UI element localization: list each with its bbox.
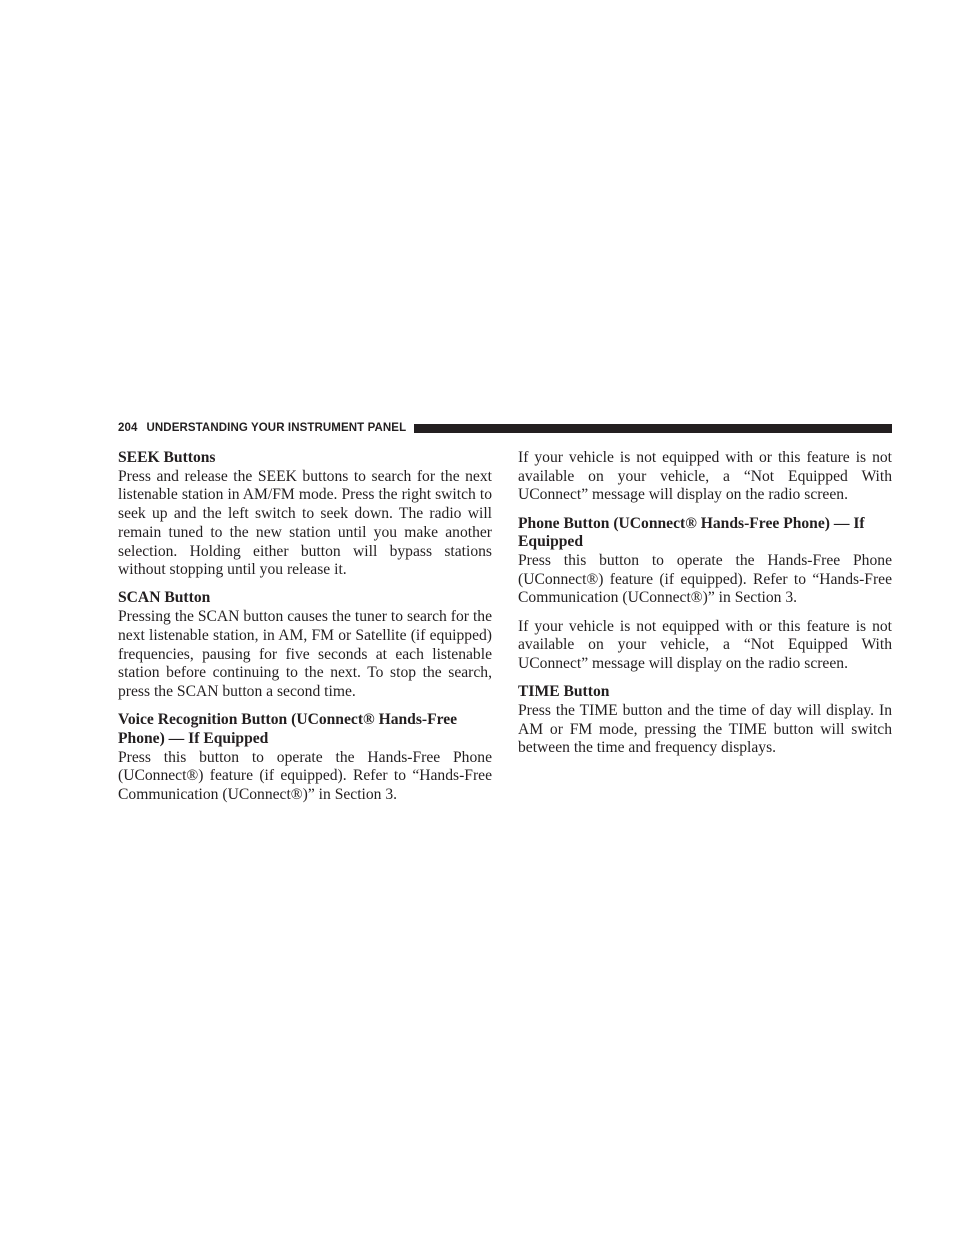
section-phone-button xyxy=(518,515,892,609)
left-column xyxy=(118,449,492,814)
section-body: Press the TIME button and the time of day will display. In AM or FM mode, pressing the TIME button will switch between the time and frequency displays. xyxy=(518,701,892,757)
section-seek-buttons xyxy=(118,449,492,580)
section-body: Press this button to operate the Hands-Free Phone (UConnect®) feature (if equipped). Refer to “Hands-Free Communication (UConnect®)” in Section 3. xyxy=(118,748,492,803)
page-number: 204 xyxy=(118,422,138,434)
section-body: If your vehicle is not equipped with or this feature is not available on your vehicle, a “Not Equipped With UConnect” message will display on the radio screen. xyxy=(518,449,892,504)
section-body: Press and release the SEEK buttons to search for the next listenable station in AM/FM mode. Press the right switch to seek up and the left switch to seek down. The radio will remain tuned to the new station until you make another selection. Holding either button will bypass stations without stopping until you release it. xyxy=(118,467,492,579)
section-heading: Voice Recognition Button (UConnect® Hands-Free Phone) — If Equipped xyxy=(118,711,458,747)
section-body: Pressing the SCAN button causes the tuner to search for the next listenable station, in AM, FM or Satellite (if equipped) frequencies, pausing for five seconds at each listenable station before continuing to the next. To stop the search, press the SCAN button a second time. xyxy=(118,608,492,700)
section-body: If your vehicle is not equipped with or this feature is not available on your vehicle, a “Not Equipped With UConnect” message will display on the radio screen. xyxy=(518,617,892,673)
section-heading: Phone Button (UConnect® Hands-Free Phone) — If Equipped xyxy=(518,514,865,551)
section-heading: SCAN Button xyxy=(118,589,211,607)
section-body: Press this button to operate the Hands-Free Phone (UConnect®) feature (if equipped). Refer to “Hands-Free Communication (UConnect®)” in Section 3. xyxy=(518,552,892,607)
header-rule xyxy=(414,424,892,433)
section-time-button xyxy=(518,683,892,758)
section-scan-button xyxy=(118,589,492,701)
section-not-equipped-note xyxy=(518,449,892,505)
section-heading: SEEK Buttons xyxy=(118,449,216,466)
section-title: UNDERSTANDING YOUR INSTRUMENT PANEL xyxy=(146,422,407,434)
page-header xyxy=(118,420,892,436)
section-not-equipped-note xyxy=(518,618,892,674)
right-column xyxy=(518,449,892,768)
section-heading: TIME Button xyxy=(518,683,610,701)
section-voice-recognition-button xyxy=(118,711,492,805)
